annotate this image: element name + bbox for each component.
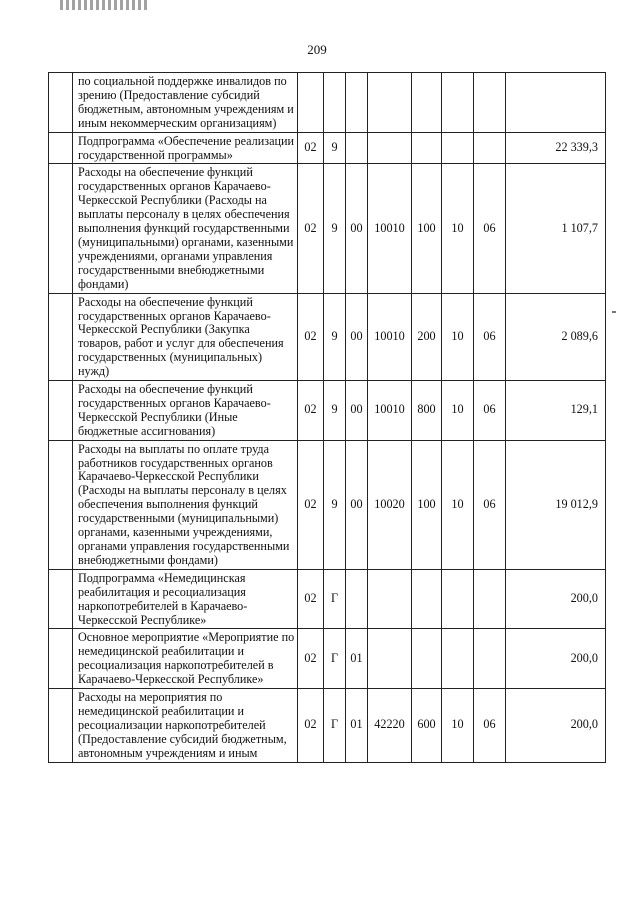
program-code-cell: 02 bbox=[298, 629, 324, 689]
table-row bbox=[49, 73, 606, 133]
program-code-cell bbox=[298, 73, 324, 133]
event-code-cell bbox=[346, 73, 368, 133]
table-row bbox=[49, 629, 606, 689]
amount-cell: 200,0 bbox=[506, 629, 606, 689]
budget-table-body bbox=[49, 73, 606, 763]
expense-type-code-cell bbox=[412, 629, 442, 689]
section-code-cell: 10 bbox=[442, 381, 474, 441]
item-name-cell: Расходы на обеспечение функций государственных органов Карачаево-Черкесской Республики (Иные бюджетные ассигнования) bbox=[73, 381, 298, 441]
item-name-cell: Расходы на обеспечение функций государственных органов Карачаево-Черкесской Республики (Расходы на выплаты персоналу в целях обеспечения выполнения функций государственными (муниципальными) органами, казенными учреждениями, органами управления государственными внебюджетными фондами) bbox=[73, 164, 298, 293]
subsection-code-cell: 06 bbox=[474, 164, 506, 293]
program-code-cell: 02 bbox=[298, 440, 324, 569]
amount-cell: 22 339,3 bbox=[506, 132, 606, 164]
subprogram-code-cell: 9 bbox=[324, 132, 346, 164]
program-code-cell: 02 bbox=[298, 569, 324, 629]
section-code-cell bbox=[442, 629, 474, 689]
direction-code-cell bbox=[368, 569, 412, 629]
amount-cell: 1 107,7 bbox=[506, 164, 606, 293]
expense-type-code-cell bbox=[412, 569, 442, 629]
amount-cell bbox=[506, 73, 606, 133]
subprogram-code-cell: Г bbox=[324, 569, 346, 629]
item-name-cell: Подпрограмма «Обеспечение реализации государственной программы» bbox=[73, 132, 298, 164]
subsection-code-cell: 06 bbox=[474, 381, 506, 441]
section-code-cell: 10 bbox=[442, 689, 474, 763]
table-row bbox=[49, 132, 606, 164]
program-code-cell: 02 bbox=[298, 381, 324, 441]
direction-code-cell bbox=[368, 629, 412, 689]
direction-code-cell: 10020 bbox=[368, 440, 412, 569]
item-name-cell: Подпрограмма «Немедицинская реабилитация и ресоциализация наркопотребителей в Карачаево-Черкесской Республике» bbox=[73, 569, 298, 629]
scan-artifact-mark bbox=[60, 0, 150, 10]
subsection-code-cell bbox=[474, 132, 506, 164]
program-code-cell: 02 bbox=[298, 164, 324, 293]
expense-type-code-cell: 100 bbox=[412, 440, 442, 569]
subprogram-code-cell: 9 bbox=[324, 440, 346, 569]
table-row bbox=[49, 164, 606, 293]
item-name-cell: Расходы на обеспечение функций государственных органов Карачаево-Черкесской Республики (Закупка товаров, работ и услуг для обеспечения государственных (муниципальных) нужд) bbox=[73, 293, 298, 380]
direction-code-cell: 42220 bbox=[368, 689, 412, 763]
program-code-cell: 02 bbox=[298, 132, 324, 164]
section-code-cell: 10 bbox=[442, 293, 474, 380]
event-code-cell: 01 bbox=[346, 689, 368, 763]
subprogram-code-cell: 9 bbox=[324, 164, 346, 293]
direction-code-cell: 10010 bbox=[368, 293, 412, 380]
row-number-cell bbox=[49, 569, 73, 629]
section-code-cell bbox=[442, 132, 474, 164]
item-name-cell: по социальной поддержке инвалидов по зрению (Предоставление субсидий бюджетным, автономным учреждениям и иным некоммерческим организациям) bbox=[73, 73, 298, 133]
table-row bbox=[49, 293, 606, 380]
table-row bbox=[49, 689, 606, 763]
subsection-code-cell bbox=[474, 629, 506, 689]
direction-code-cell bbox=[368, 132, 412, 164]
event-code-cell: 00 bbox=[346, 164, 368, 293]
row-number-cell bbox=[49, 73, 73, 133]
event-code-cell: 00 bbox=[346, 381, 368, 441]
event-code-cell: 01 bbox=[346, 629, 368, 689]
row-number-cell bbox=[49, 440, 73, 569]
item-name-cell: Основное мероприятие «Мероприятие по немедицинской реабилитации и ресоциализация наркопотребителей в Карачаево-Черкесской Республике» bbox=[73, 629, 298, 689]
amount-cell: 129,1 bbox=[506, 381, 606, 441]
subsection-code-cell bbox=[474, 73, 506, 133]
item-name-cell: Расходы на мероприятия по немедицинской реабилитации и ресоциализации наркопотребителей (Предоставление субсидий бюджетным, автономным учреждениям и иным bbox=[73, 689, 298, 763]
amount-cell: 200,0 bbox=[506, 569, 606, 629]
expense-type-code-cell: 200 bbox=[412, 293, 442, 380]
amount-cell: 200,0 bbox=[506, 689, 606, 763]
budget-table bbox=[48, 72, 606, 763]
row-number-cell bbox=[49, 381, 73, 441]
direction-code-cell: 10010 bbox=[368, 164, 412, 293]
program-code-cell: 02 bbox=[298, 293, 324, 380]
event-code-cell: 00 bbox=[346, 440, 368, 569]
subprogram-code-cell: 9 bbox=[324, 381, 346, 441]
expense-type-code-cell: 600 bbox=[412, 689, 442, 763]
row-number-cell bbox=[49, 164, 73, 293]
table-row bbox=[49, 381, 606, 441]
section-code-cell bbox=[442, 569, 474, 629]
subprogram-code-cell: Г bbox=[324, 689, 346, 763]
page-number: 209 bbox=[307, 42, 327, 57]
subprogram-code-cell bbox=[324, 73, 346, 133]
row-number-cell bbox=[49, 132, 73, 164]
scan-speck bbox=[612, 311, 616, 313]
subsection-code-cell: 06 bbox=[474, 440, 506, 569]
row-number-cell bbox=[49, 629, 73, 689]
subprogram-code-cell: 9 bbox=[324, 293, 346, 380]
expense-type-code-cell: 100 bbox=[412, 164, 442, 293]
event-code-cell bbox=[346, 132, 368, 164]
direction-code-cell bbox=[368, 73, 412, 133]
subprogram-code-cell: Г bbox=[324, 629, 346, 689]
section-code-cell: 10 bbox=[442, 164, 474, 293]
event-code-cell bbox=[346, 569, 368, 629]
amount-cell: 19 012,9 bbox=[506, 440, 606, 569]
subsection-code-cell bbox=[474, 569, 506, 629]
row-number-cell bbox=[49, 689, 73, 763]
subsection-code-cell: 06 bbox=[474, 293, 506, 380]
item-name-cell: Расходы на выплаты по оплате труда работников государственных органов Карачаево-Черкесской Республики (Расходы на выплаты персоналу в целях обеспечения выполнения функций государственными (муниципальными) органами, казенными учреждениями, органами управления государственными внебюджетными фондами) bbox=[73, 440, 298, 569]
expense-type-code-cell: 800 bbox=[412, 381, 442, 441]
program-code-cell: 02 bbox=[298, 689, 324, 763]
table-row bbox=[49, 569, 606, 629]
expense-type-code-cell bbox=[412, 132, 442, 164]
event-code-cell: 00 bbox=[346, 293, 368, 380]
expense-type-code-cell bbox=[412, 73, 442, 133]
subsection-code-cell: 06 bbox=[474, 689, 506, 763]
amount-cell: 2 089,6 bbox=[506, 293, 606, 380]
section-code-cell: 10 bbox=[442, 440, 474, 569]
direction-code-cell: 10010 bbox=[368, 381, 412, 441]
row-number-cell bbox=[49, 293, 73, 380]
section-code-cell bbox=[442, 73, 474, 133]
table-row bbox=[49, 440, 606, 569]
